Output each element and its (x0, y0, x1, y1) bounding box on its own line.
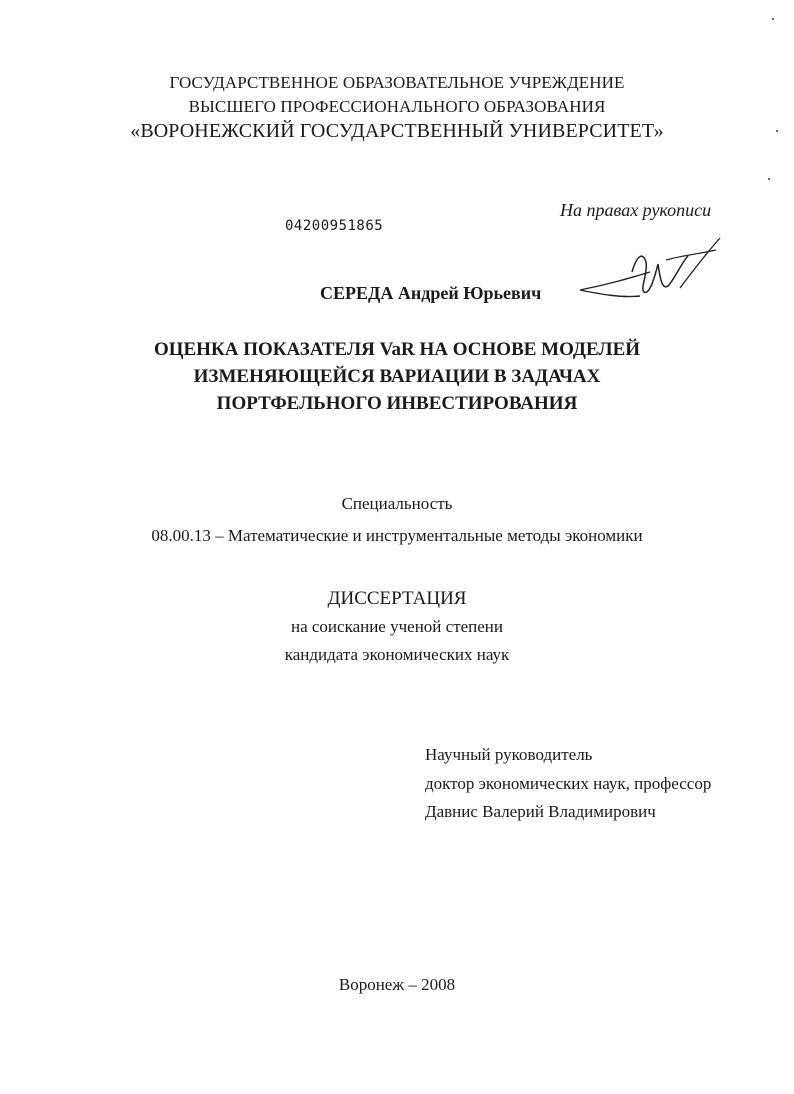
scan-speck (776, 130, 778, 132)
specialty-label: Специальность (341, 494, 453, 513)
author-signature (570, 232, 730, 312)
title-line-1: ОЦЕНКА ПОКАЗАТЕЛЯ VaR НА ОСНОВЕ МОДЕЛЕЙ (153, 339, 641, 360)
dissertation-line-2: кандидата экономических наук (284, 645, 510, 664)
specialty-value: 08.00.13 – Математические и инструментальные методы экономики (151, 526, 643, 545)
scan-speck (768, 178, 770, 180)
advisor-name: Давнис Валерий Владимирович (425, 802, 656, 821)
record-number: 04200951865 (285, 218, 384, 234)
advisor-label: Научный руководитель (425, 745, 593, 764)
author-name: СЕРЕДА Андрей Юрьевич (320, 283, 542, 303)
title-line-3: ПОРТФЕЛЬНОГО ИНВЕСТИРОВАНИЯ (216, 393, 578, 414)
dissertation-heading: ДИССЕРТАЦИЯ (327, 588, 467, 609)
institution-line-3: «ВОРОНЕЖСКИЙ ГОСУДАРСТВЕННЫЙ УНИВЕРСИТЕТ» (130, 120, 664, 142)
scan-speck (772, 18, 774, 20)
place-year: Воронеж – 2008 (338, 975, 456, 994)
institution-line-2: ВЫСШЕГО ПРОФЕССИОНАЛЬНОГО ОБРАЗОВАНИЯ (188, 97, 606, 116)
dissertation-line-1: на соискание ученой степени (290, 617, 504, 636)
advisor-degree: доктор экономических наук, профессор (425, 774, 712, 793)
manuscript-note: На правах рукописи (560, 200, 712, 220)
title-line-2: ИЗМЕНЯЮЩЕЙСЯ ВАРИАЦИИ В ЗАДАЧАХ (193, 366, 601, 387)
institution-line-1: ГОСУДАРСТВЕННОЕ ОБРАЗОВАТЕЛЬНОЕ УЧРЕЖДЕНИЕ (169, 73, 625, 92)
